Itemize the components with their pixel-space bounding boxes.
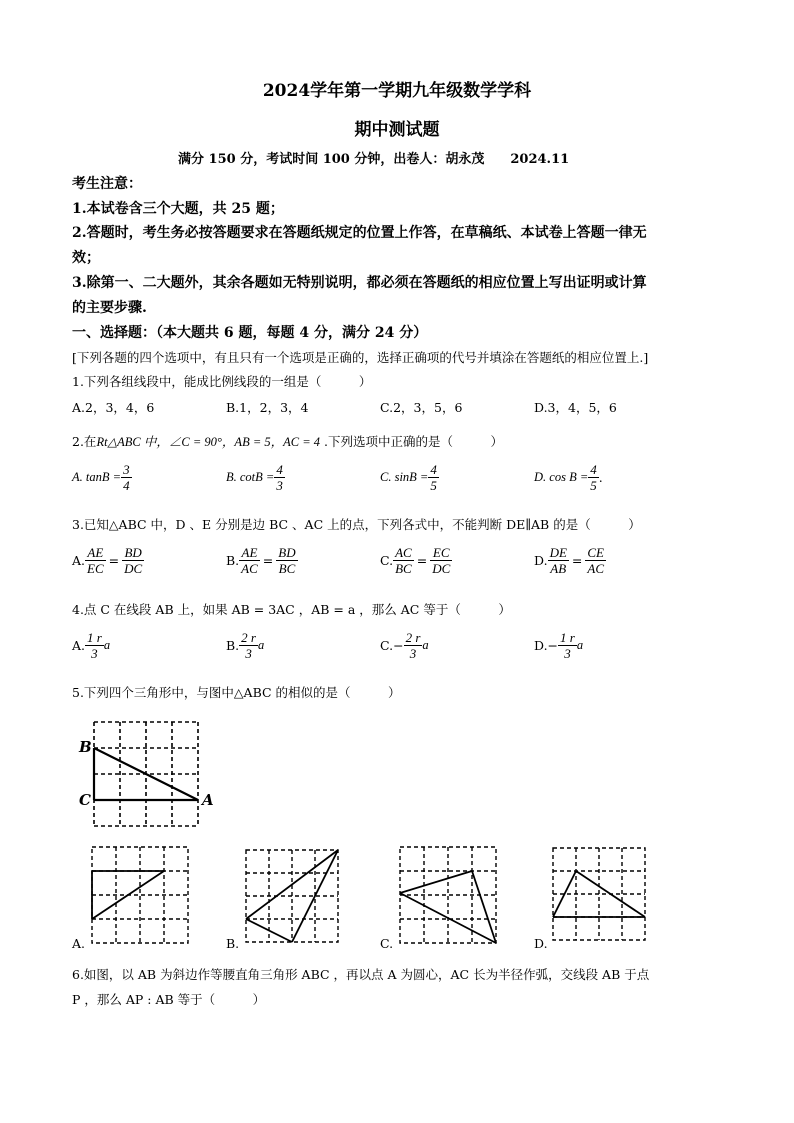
q2-a-label: A. tanB =: [72, 470, 122, 484]
section-heading: 一、选择题：（本大题共 6 题，每题 4 分，满分 24 分）: [72, 325, 428, 341]
q2-a-fraction: [121, 462, 132, 493]
q4-option-d: [534, 630, 583, 661]
q5-option-c-label: C.: [380, 936, 394, 951]
q2-option-b: [226, 462, 285, 493]
q3-a-label: A.: [72, 553, 86, 568]
q3-d-frac2: [585, 545, 606, 576]
q2-option-d: [534, 462, 603, 493]
q3-c2-den: DC: [432, 561, 451, 576]
q2-stem-triangle: Rt△ABC: [96, 435, 141, 449]
q3-a1-den: EC: [87, 561, 104, 576]
q4-a-den: 3: [91, 646, 98, 661]
q2-d-label: D. cos B =: [534, 470, 589, 484]
q3-stem: 3.已知△ABC 中，D 、E 分别是边 BC 、AC 上的点，下列各式中，不能判断 DE∥AB 的是（ ）: [72, 517, 641, 532]
q4-a-fraction: [85, 630, 104, 661]
vertex-label-a: A: [202, 791, 214, 809]
q3-c1-den: BC: [395, 561, 412, 576]
q4-b-num: 2 r: [241, 630, 256, 645]
q3-a-frac1: [85, 545, 106, 576]
q4-c-label: C.−: [380, 638, 404, 653]
q3-a2-den: DC: [124, 561, 143, 576]
q3-c1-num: AC: [395, 545, 412, 560]
page-title: 2024学年第一学期九年级数学学科: [262, 81, 532, 101]
q2-option-c: [380, 462, 439, 493]
q3-d2-den: AC: [587, 561, 605, 576]
q4-b-fraction: [239, 630, 258, 661]
q1-option-c: C.2，3，5，6: [380, 400, 463, 415]
q5-stem: 5.下列四个三角形中，与图中△ABC 的相似的是（ ）: [72, 685, 401, 700]
q4-b-label: B.: [226, 638, 240, 653]
q3-option-b: [226, 545, 298, 576]
q2-stem-tail: .下列选项中正确的是（ ）: [320, 434, 503, 449]
notice-heading: 考生注意：: [72, 176, 142, 192]
q5-option-b-figure: [246, 850, 346, 950]
q2-a-num: 3: [123, 462, 130, 477]
q3-d2-num: CE: [587, 545, 605, 560]
q3-b-frac2: [276, 545, 297, 576]
exam-meta: 满分 150 分，考试时间 100 分钟，出卷人：胡永茂 2024.11: [178, 152, 570, 167]
vertex-label-c: C: [79, 791, 91, 809]
page-subtitle: 期中测试题: [354, 120, 440, 140]
notice-item-2: 2.答题时，考生务必按答题要求在答题纸规定的位置上作答，在草稿纸、本试卷上答题一律无: [72, 225, 647, 241]
q2-c-num: 4: [430, 462, 437, 477]
q3-d-frac1: [548, 545, 569, 576]
q4-option-b: [226, 630, 264, 661]
q2-b-num: 4: [276, 462, 283, 477]
q5-option-a-label: A.: [72, 936, 86, 951]
q4-d-num: 1 r: [560, 630, 575, 645]
q4-a-num: 1 r: [87, 630, 102, 645]
q5-option-a-figure: [92, 847, 192, 947]
q3-a-frac2: [122, 545, 144, 576]
q3-option-d: [534, 545, 606, 576]
notice-item-2-cont: 效；: [72, 250, 100, 266]
notice-item-3: 3.除第一、二大题外，其余各题如无特别说明，都必须在答题纸的相应位置上写出证明或计算: [72, 275, 647, 291]
q6-stem-line1: 6.如图，以 AB 为斜边作等腰直角三角形 ABC ，再以点 A 为圆心，AC 长为半径作弧，交线段 AB 于点: [72, 967, 650, 982]
q3-d1-num: DE: [549, 545, 567, 560]
q4-d-den: 3: [564, 646, 571, 661]
q3-b1-num: AE: [239, 545, 260, 561]
q4-c-var: a: [422, 638, 429, 652]
q3-b-frac1: [239, 545, 260, 576]
q1-option-b: B.1，2，3，4: [226, 400, 309, 415]
notice-item-3-cont: 的主要步骤.: [72, 300, 147, 316]
q2-b-fraction: [274, 462, 285, 493]
q2-d-tail: .: [598, 470, 603, 485]
notice-item-1: 1.本试卷含三个大题，共 25 题；: [72, 201, 284, 217]
q3-d-label: D.: [534, 553, 548, 568]
q5-option-c-figure: [400, 847, 500, 947]
q3-c-frac1: [393, 545, 414, 576]
q3-b2-num: BD: [278, 545, 296, 560]
q5-option-b-label: B.: [226, 936, 240, 951]
q1-stem: 1.下列各组线段中，能成比例线段的一组是（ ）: [72, 374, 372, 389]
q1-option-a: A.2，3，4，6: [72, 400, 155, 415]
q2-d-fraction: [588, 462, 599, 493]
equals-sign: =: [262, 553, 274, 568]
q4-option-c: [380, 630, 429, 661]
vertex-label-b: B: [79, 738, 92, 756]
q4-c-num: 2 r: [405, 630, 421, 645]
q4-a-var: a: [103, 638, 111, 652]
q2-stem: [72, 432, 503, 450]
q3-a1-num: AE: [85, 545, 106, 561]
q4-c-den: 3: [409, 646, 417, 661]
q2-c-den: 5: [430, 478, 437, 493]
q3-b1-den: AC: [241, 561, 258, 576]
q2-stem-conditions: 中，∠C = 90°，AB = 5，AC = 4: [140, 435, 321, 449]
q6-stem-line2: P ，那么 AP : AB 等于（ ）: [72, 992, 266, 1007]
section-instruction: [下列各题的四个选项中，有且只有一个选项是正确的，选择正确项的代号并填涂在答题纸的相应位置上.]: [72, 350, 649, 365]
q4-b-den: 3: [245, 646, 252, 661]
q4-option-a: [72, 630, 110, 661]
q4-stem: 4.点 C 在线段 AB 上，如果 AB = 3AC ，AB = a ，那么 AC 等于（ ）: [72, 602, 511, 617]
q4-d-fraction: [558, 630, 577, 661]
equals-sign: =: [108, 553, 120, 568]
q2-stem-pre: 2.在: [72, 434, 97, 449]
q3-c2-num: EC: [430, 545, 452, 561]
q2-a-den: 4: [123, 478, 130, 493]
q5-main-figure: [94, 722, 224, 832]
q3-c-frac2: [430, 545, 452, 576]
q2-c-fraction: [428, 462, 439, 493]
q4-b-var: a: [257, 638, 265, 652]
q3-b-label: B.: [226, 553, 240, 568]
q3-option-c: [380, 545, 452, 576]
q2-c-label: C. sinB =: [380, 470, 429, 484]
q2-d-den: 5: [590, 478, 597, 493]
q4-c-fraction: [404, 630, 423, 661]
equals-sign: =: [416, 553, 428, 568]
q4-a-label: A.: [72, 638, 86, 653]
q5-option-d-label: D.: [534, 936, 548, 951]
q5-option-d-figure: [553, 848, 653, 948]
q3-a2-num: BD: [122, 545, 144, 561]
equals-sign: =: [571, 553, 583, 568]
q4-d-var: a: [576, 638, 584, 652]
q3-b2-den: BC: [278, 561, 296, 576]
q4-d-label: D.−: [534, 638, 559, 653]
q2-b-label: B. cotB =: [226, 470, 275, 484]
q2-b-den: 3: [276, 478, 283, 493]
q3-c-label: C.: [380, 553, 394, 568]
q2-d-num: 4: [590, 462, 597, 477]
q1-option-d: D.3，4，5，6: [534, 400, 617, 415]
q2-option-a: [72, 462, 132, 493]
q3-option-a: [72, 545, 144, 576]
q3-d1-den: AB: [550, 561, 567, 576]
